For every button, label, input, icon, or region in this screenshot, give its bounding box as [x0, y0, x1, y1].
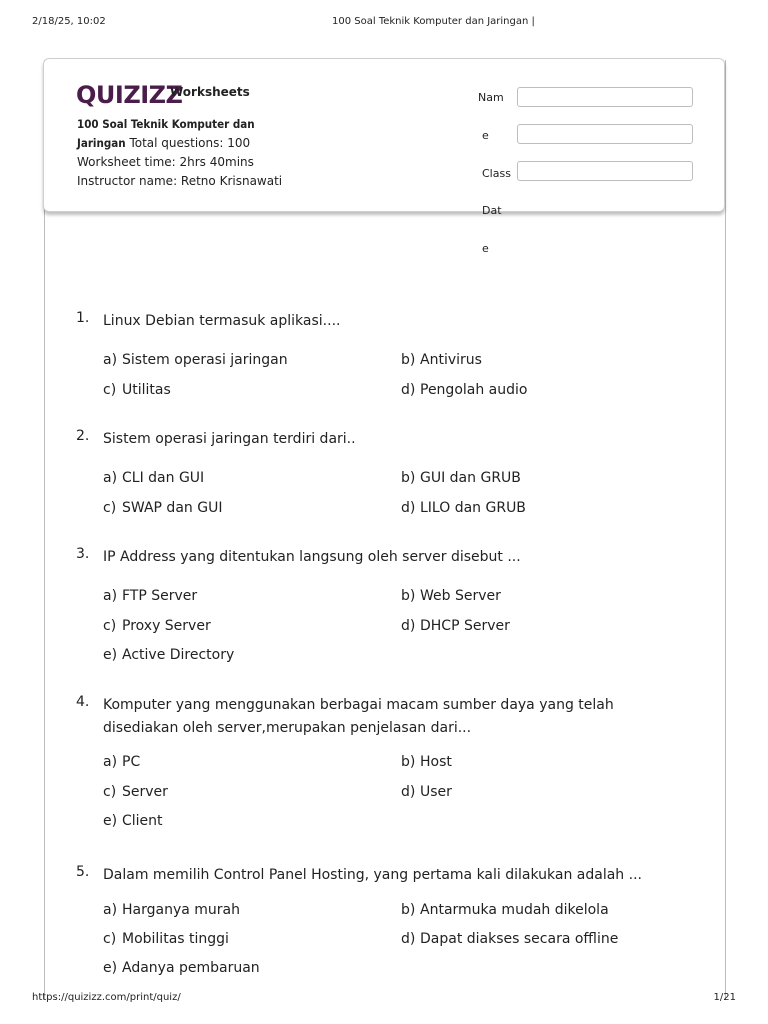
option-c[interactable]: c) Server [103, 784, 168, 800]
option-b[interactable]: b) Web Server [401, 588, 501, 604]
option-b[interactable]: b) Antivirus [401, 352, 482, 368]
name-label-part1: Nam [478, 91, 504, 104]
option-c[interactable]: c) Utilitas [103, 382, 171, 398]
quizizz-logo: QUIZIZZ [76, 81, 183, 109]
option-e[interactable]: e) Client [103, 813, 163, 829]
question-text: Sistem operasi jaringan terdiri dari.. [103, 431, 356, 447]
page-number: 1/21 [713, 992, 736, 1003]
worksheet-name-line1: 100 Soal Teknik Komputer dan [77, 117, 255, 131]
option-a[interactable]: a) PC [103, 754, 141, 770]
name-field[interactable] [517, 87, 693, 107]
instructor-name: Instructor name: Retno Krisnawati [77, 174, 283, 188]
option-a[interactable]: a) Harganya murah [103, 902, 240, 918]
print-header [32, 16, 736, 32]
question-text: Komputer yang menggunakan berbagai macam sumber daya yang telah disediakan oleh server,merupakan penjelasan dari... [103, 697, 614, 736]
option-a[interactable]: a) Sistem operasi jaringan [103, 352, 288, 368]
option-a[interactable]: a) FTP Server [103, 588, 198, 604]
question-number: 2. [76, 428, 90, 444]
question-text: Dalam memilih Control Panel Hosting, yang pertama kali dilakukan adalah ... [103, 867, 642, 883]
print-footer [32, 992, 736, 1006]
option-d[interactable]: d) User [401, 784, 452, 800]
option-b[interactable]: b) Antarmuka mudah dikelola [401, 902, 609, 918]
option-c[interactable]: c) SWAP dan GUI [103, 500, 223, 516]
class-field[interactable] [517, 161, 693, 181]
question-text: Linux Debian termasuk aplikasi.... [103, 313, 341, 329]
name-field-continued[interactable] [517, 124, 693, 144]
option-c[interactable]: c) Mobilitas tinggi [103, 931, 229, 947]
print-title: 100 Soal Teknik Komputer dan Jaringan | [332, 16, 535, 27]
question-number: 3. [76, 546, 90, 562]
worksheet-name-line2: Jaringan [77, 136, 126, 150]
option-d[interactable]: d) Pengolah audio [401, 382, 528, 398]
question-number: 4. [76, 694, 90, 710]
question-text: IP Address yang ditentukan langsung oleh server disebut ... [103, 549, 521, 565]
option-a[interactable]: a) CLI dan GUI [103, 470, 205, 486]
worksheet-header-card [43, 58, 725, 212]
date-label-part2: e [482, 242, 489, 255]
option-e[interactable]: e) Adanya pembaruan [103, 960, 260, 976]
print-url: https://quizizz.com/print/quiz/ [32, 992, 181, 1003]
option-b[interactable]: b) GUI dan GRUB [401, 470, 521, 486]
total-questions: Total questions: 100 [129, 136, 251, 150]
option-d[interactable]: d) LILO dan GRUB [401, 500, 526, 516]
worksheet-time: Worksheet time: 2hrs 40mins [77, 155, 254, 169]
print-date: 2/18/25, 10:02 [32, 16, 106, 27]
option-d[interactable]: d) DHCP Server [401, 618, 510, 634]
option-e[interactable]: e) Active Directory [103, 647, 235, 663]
option-c[interactable]: c) Proxy Server [103, 618, 211, 634]
class-label: Class [482, 167, 511, 180]
question-number: 1. [76, 310, 90, 326]
option-b[interactable]: b) Host [401, 754, 452, 770]
date-label-part1: Dat [482, 204, 502, 217]
worksheets-label: Worksheets [170, 85, 250, 99]
worksheet-info [77, 115, 283, 191]
option-d[interactable]: d) Dapat diakses secara offline [401, 931, 619, 947]
name-label-part2: e [482, 129, 489, 142]
question-number: 5. [76, 864, 90, 880]
